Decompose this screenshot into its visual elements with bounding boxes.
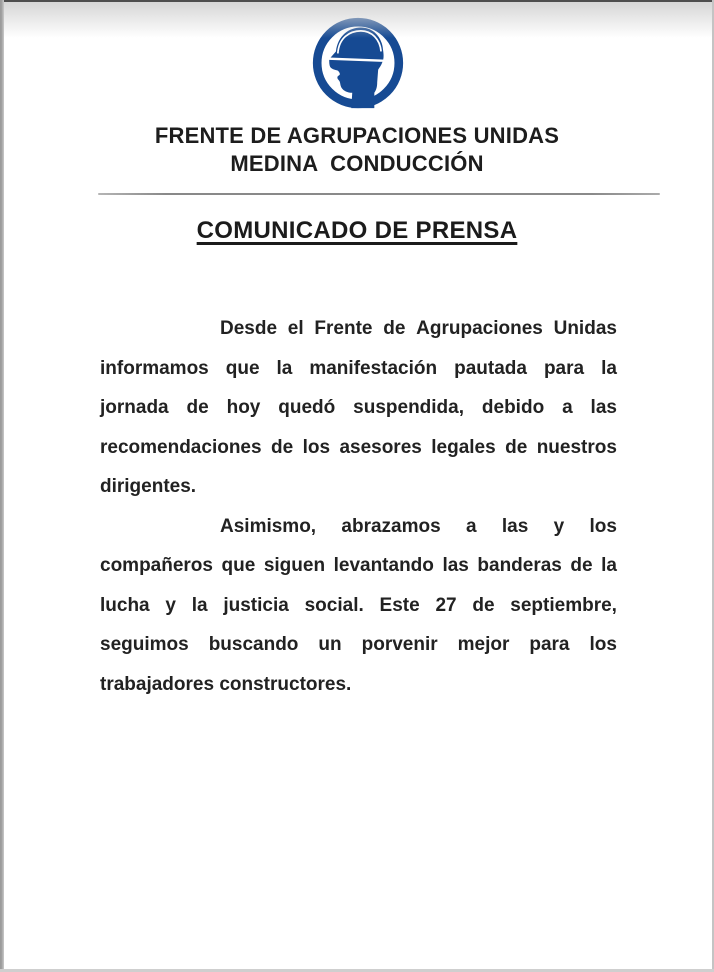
word: jornada <box>100 397 169 418</box>
word: Asimismo, <box>220 515 317 537</box>
word: la <box>601 357 617 379</box>
word: septiembre, <box>510 594 617 616</box>
word: buscando <box>208 634 299 655</box>
word: manifestación <box>309 357 438 379</box>
word: de <box>383 318 406 339</box>
word: quedó <box>278 397 336 418</box>
word: los <box>589 634 617 655</box>
paragraph <box>100 309 617 507</box>
word: justicia <box>223 594 289 616</box>
word: que <box>225 357 260 379</box>
word: la <box>276 357 293 379</box>
text-line <box>100 546 617 586</box>
word: las <box>501 515 529 537</box>
word: recomendaciones <box>100 436 262 458</box>
word: banderas <box>477 555 562 576</box>
word: y <box>165 594 176 616</box>
word: 27 <box>435 594 457 616</box>
word: siguen <box>263 555 326 576</box>
word: Este <box>379 594 420 616</box>
word: a <box>562 397 573 418</box>
paragraph <box>100 507 617 705</box>
word: lucha <box>100 594 150 616</box>
word: para <box>529 634 570 655</box>
word: informamos <box>100 357 209 379</box>
word: Unidas <box>553 318 617 339</box>
org-name-line1: FRENTE DE AGRUPACIONES UNIDAS <box>154 123 560 148</box>
word: los <box>589 515 617 537</box>
text-line: trabajadores constructores. <box>100 673 352 695</box>
word: los <box>302 436 331 458</box>
word: debido <box>481 397 545 418</box>
word: y <box>553 515 565 537</box>
word: Frente <box>314 318 373 339</box>
header-divider-line <box>98 193 660 195</box>
photo-left-edge <box>0 0 4 972</box>
word: legales <box>431 436 496 458</box>
word: levantando <box>333 555 434 576</box>
word: de <box>570 555 593 576</box>
word: el <box>287 318 304 339</box>
text-line <box>100 428 617 468</box>
text-line <box>100 349 617 389</box>
text-line <box>100 625 617 665</box>
text-line <box>100 309 617 349</box>
text-line <box>100 507 617 547</box>
word: nuestros <box>536 436 617 458</box>
press-release-heading: COMUNICADO DE PRENSA <box>196 217 518 244</box>
word: asesores <box>339 436 422 458</box>
word: a <box>466 515 477 537</box>
document-body <box>100 309 617 704</box>
word: las <box>590 397 617 418</box>
word: porvenir <box>361 634 438 655</box>
word: seguimos <box>100 634 189 655</box>
photo-top-edge <box>0 0 714 2</box>
org-name-line2: MEDINA CONDUCCIÓN <box>230 151 484 176</box>
org-name <box>0 122 714 178</box>
word: social. <box>304 594 364 616</box>
text-line <box>100 586 617 626</box>
word: de <box>505 436 528 458</box>
text-line: dirigentes. <box>100 476 197 497</box>
word: de <box>186 397 209 418</box>
word: la <box>601 555 617 576</box>
word: suspendida, <box>353 397 465 418</box>
word: que <box>221 555 256 576</box>
word: Agrupaciones <box>416 318 543 339</box>
word: compañeros <box>100 555 213 576</box>
word: la <box>191 594 208 616</box>
text-line <box>100 388 617 428</box>
word: de <box>472 594 495 616</box>
word: de <box>270 436 294 458</box>
word: abrazamos <box>341 515 441 537</box>
word: Desde <box>220 318 278 339</box>
word: hoy <box>226 397 261 418</box>
word: las <box>442 555 469 576</box>
photo-top-shadow <box>0 2 714 38</box>
word: para <box>543 357 585 379</box>
word: un <box>318 634 342 655</box>
word: mejor <box>457 634 510 655</box>
word: pautada <box>454 357 527 379</box>
